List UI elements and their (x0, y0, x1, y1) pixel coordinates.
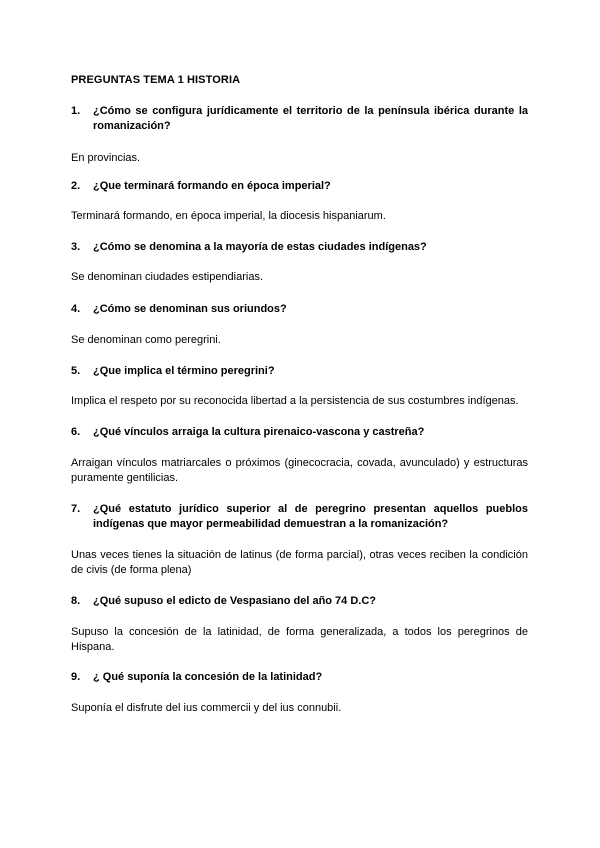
question-8 (71, 594, 528, 609)
answer-6: Arraigan vínculos matriarcales o próximos (ginecocracia, covada, avunculado) y estructuras puramente gentilicias. (71, 457, 528, 484)
answer-3: Se denominan ciudades estipendiarias. (71, 271, 264, 283)
qa-item-8 (71, 594, 528, 655)
question-7 (71, 502, 528, 532)
qa-item-2 (71, 179, 528, 224)
question-text: ¿Cómo se denominan sus oriundos? (93, 303, 287, 315)
question-number: 5. (71, 365, 81, 377)
question-number: 9. (71, 671, 81, 683)
question-text: ¿Qué estatuto jurídico superior al de peregrino presentan aquellos pueblos indígenas que mayor permeabilidad demuestran a la romanización? (93, 503, 528, 530)
question-text: ¿Que implica el término peregrini? (93, 365, 275, 377)
question-6 (71, 425, 528, 440)
question-2 (71, 179, 528, 194)
question-1 (71, 104, 528, 134)
question-text: ¿Cómo se configura jurídicamente el territorio de la península ibérica durante la romanización? (93, 105, 528, 132)
qa-item-5 (71, 364, 528, 409)
question-number: 7. (71, 503, 81, 515)
answer-5: Implica el respeto por su reconocida libertad a la persistencia de sus costumbres indígenas. (71, 395, 519, 407)
answer-2: Terminará formando, en época imperial, la diocesis hispaniarum. (71, 210, 386, 222)
answer-8: Supuso la concesión de la latinidad, de forma generalizada, a todos los peregrinos de Hispana. (71, 626, 528, 653)
question-number: 6. (71, 426, 81, 438)
question-9 (71, 670, 528, 685)
document-title: PREGUNTAS TEMA 1 HISTORIA (71, 74, 241, 86)
answer-4: Se denominan como peregrini. (71, 334, 221, 346)
qa-item-7 (71, 502, 528, 578)
qa-item-9 (71, 670, 528, 716)
qa-item-3 (71, 240, 528, 285)
answer-9: Suponía el disfrute del ius commercii y del ius connubii. (71, 702, 342, 714)
question-text: ¿Qué vínculos arraiga la cultura pirenaico-vascona y castreña? (93, 426, 425, 438)
question-number: 3. (71, 241, 81, 253)
question-5 (71, 364, 528, 379)
question-text: ¿ Qué suponía la concesión de la latinidad? (93, 671, 323, 683)
question-number: 2. (71, 180, 81, 192)
question-number: 1. (71, 105, 81, 117)
question-4 (71, 302, 528, 317)
answer-1: En provincias. (71, 152, 141, 164)
question-text: ¿Que terminará formando en época imperial? (93, 180, 331, 192)
question-number: 4. (71, 303, 81, 315)
question-text: ¿Qué supuso el edicto de Vespasiano del año 74 D.C? (93, 595, 377, 607)
qa-item-6 (71, 425, 528, 486)
question-text: ¿Cómo se denomina a la mayoría de estas ciudades indígenas? (93, 241, 427, 253)
question-3 (71, 240, 528, 255)
question-number: 8. (71, 595, 81, 607)
qa-item-4 (71, 302, 528, 348)
answer-7: Unas veces tienes la situación de latinus (de forma parcial), otras veces reciben la condición de civis (de forma plena) (71, 549, 528, 576)
qa-item-1 (71, 104, 528, 166)
